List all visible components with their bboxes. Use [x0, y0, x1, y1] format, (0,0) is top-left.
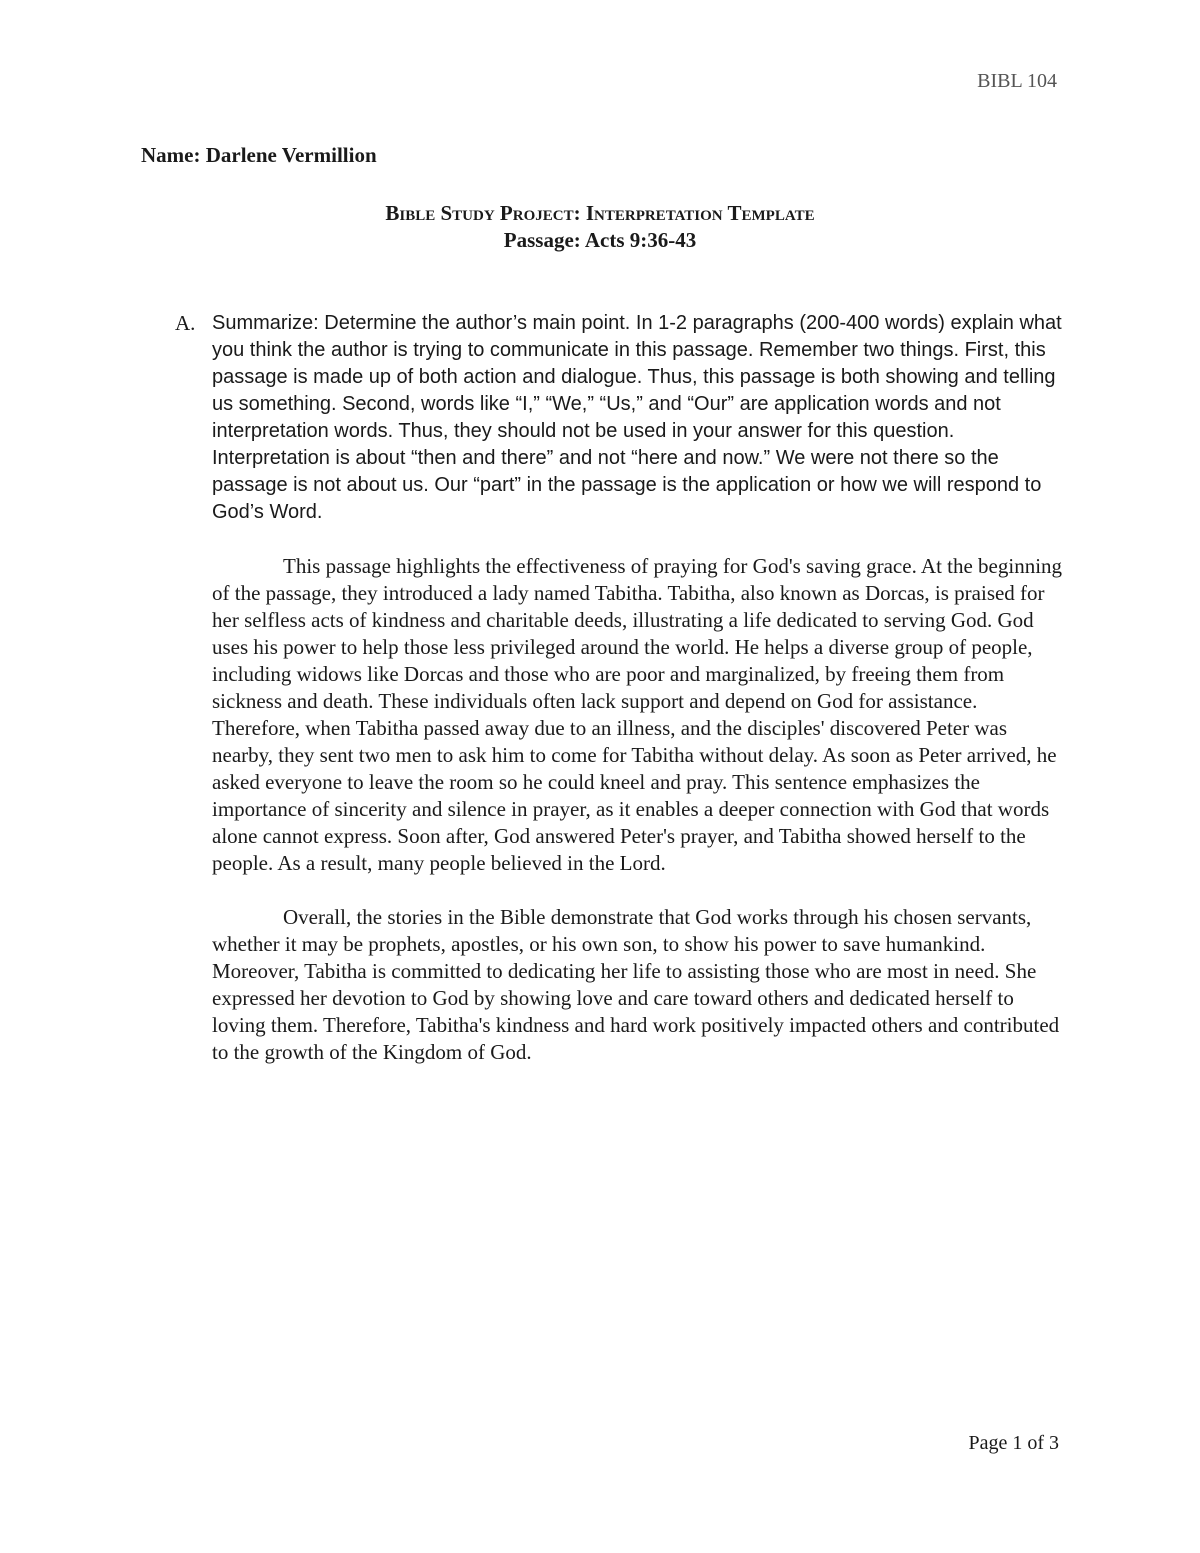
section-prompt: Summarize: Determine the author’s main point. In 1-2 paragraphs (200-400 words) explain what you think the author is trying to communicate in this passage. Remember two things. First, this passage is made up of both action and dialogue. Thus, this passage is both showing and telling us something. Second, words like “I,” “We,” “Us,” and “Our” are application words and not interpretation words. Thus, they should not be used in your answer for this question. Interpretation is about “then and there” and not “here and now.” We were not there so the passage is not about us. Our “part” in the passage is the application or how we will respond to God’s Word.: [212, 312, 1062, 523]
student-name: Name: Darlene Vermillion: [141, 143, 377, 167]
title-block: [0, 200, 1200, 254]
section-marker: A.: [175, 311, 196, 335]
passage-reference: Passage: Acts 9:36-43: [503, 228, 697, 252]
answer-paragraph-2: Overall, the stories in the Bible demonstrate that God works through his chosen servants, whether it may be prophets, apostles, or his own son, to show his power to save humankind. Moreover, Tabitha is committed to dedicating her life to assisting those who are most in need. She expressed her devotion to God by showing love and care toward others and dedicated herself to loving them. Therefore, Tabitha's kindness and hard work positively impacted others and contributed to the growth of the Kingdom of God.: [212, 905, 1060, 1064]
section-a: [175, 310, 1065, 1066]
course-header: BIBL 104: [977, 70, 1057, 92]
page-number: Page 1 of 3: [968, 1432, 1059, 1454]
answer-paragraph-1: This passage highlights the effectiveness of praying for God's saving grace. At the beginning of the passage, they introduced a lady named Tabitha. Tabitha, also known as Dorcas, is praised for her selfless acts of kindness and charitable deeds, illustrating a life dedicated to serving God. God uses his power to help those less privileged around the world. He helps a diverse group of people, including widows like Dorcas and those who are poor and marginalized, by freeing them from sickness and death. These individuals often lack support and depend on God for assistance. Therefore, when Tabitha passed away due to an illness, and the disciples' discovered Peter was nearby, they sent two men to ask him to come for Tabitha without delay. As soon as Peter arrived, he asked everyone to leave the room so he could kneel and pray. This sentence emphasizes the importance of sincerity and silence in prayer, as it enables a deeper connection with God that words alone cannot express. Soon after, God answered Peter's prayer, and Tabitha showed herself to the people. As a result, many people believed in the Lord.: [212, 554, 1063, 875]
section-content: [212, 310, 1065, 1066]
document-title: Bible Study Project: Interpretation Template: [385, 201, 815, 225]
